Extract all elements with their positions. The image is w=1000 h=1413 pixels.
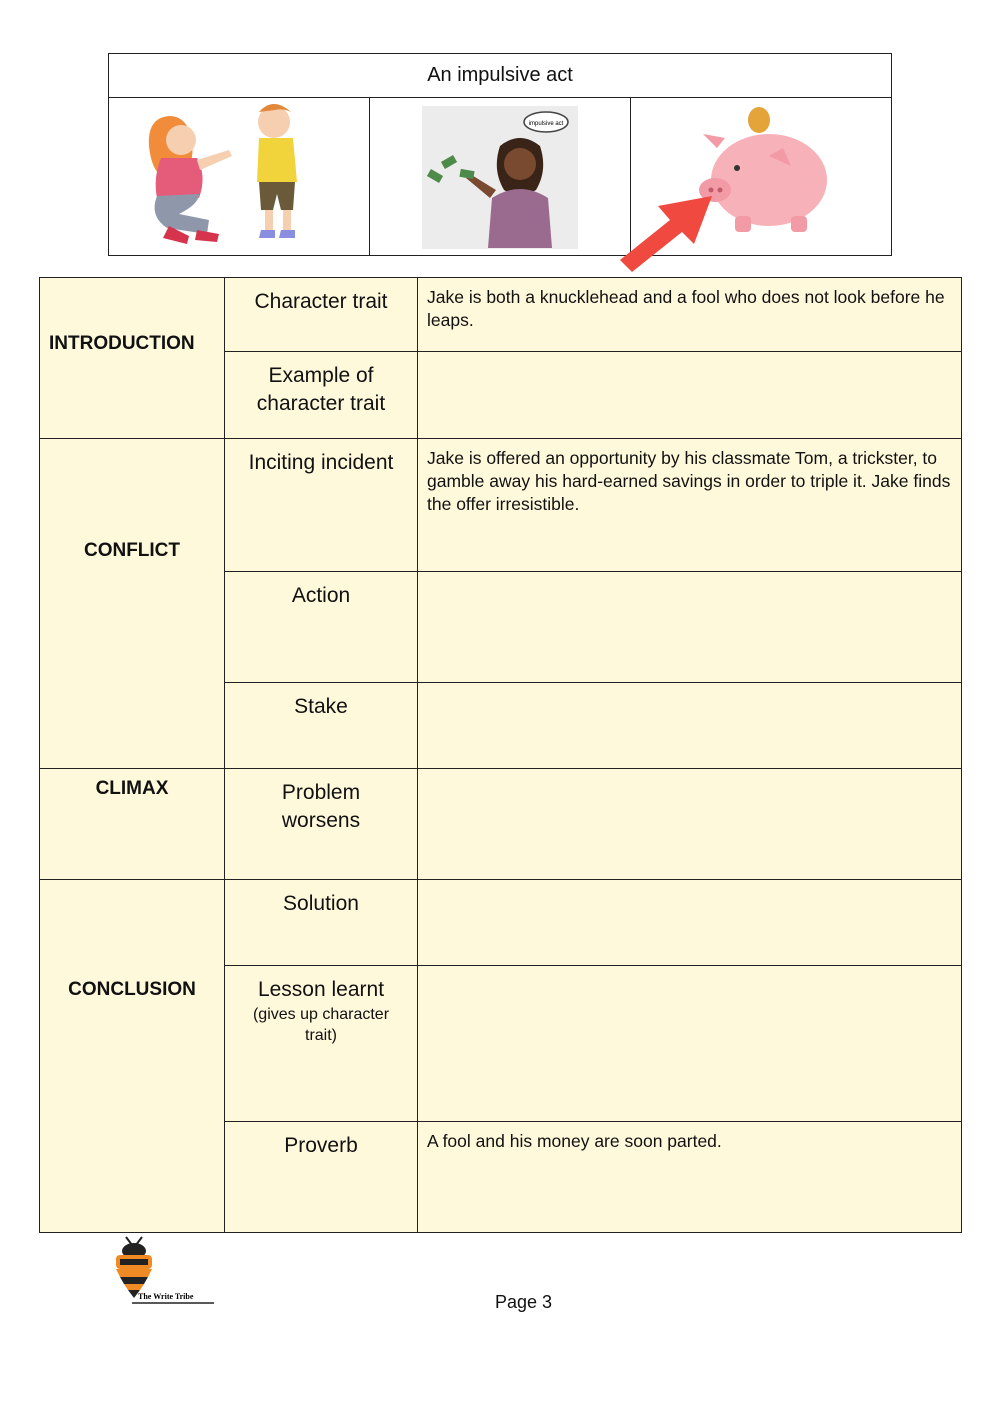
row-label — [225, 966, 418, 1122]
story-organizer-table — [39, 277, 962, 1233]
row-value[interactable] — [418, 683, 962, 769]
section-label: CONFLICT — [83, 540, 181, 561]
table-row — [40, 439, 962, 572]
row-value[interactable] — [418, 352, 962, 439]
bee-logo-icon — [108, 1233, 218, 1309]
section-label: CLIMAX — [95, 778, 169, 799]
table-row — [40, 769, 962, 880]
row-value[interactable] — [418, 966, 962, 1122]
row-label: Example of character trait — [225, 352, 418, 439]
table-row — [40, 880, 962, 966]
row-value[interactable] — [418, 880, 962, 966]
row-label: Problem worsens — [225, 769, 418, 880]
section-conclusion — [40, 880, 225, 1233]
row-label: Action — [225, 572, 418, 683]
section-conflict — [40, 439, 225, 769]
picture-table-title: An impulsive act — [109, 54, 891, 98]
section-introduction — [40, 278, 225, 439]
row-label: Proverb — [225, 1122, 418, 1233]
red-arrow-icon — [612, 190, 722, 280]
row-value[interactable] — [418, 572, 962, 683]
section-climax — [40, 769, 225, 880]
section-label: CONCLUSION — [68, 979, 196, 1000]
row-value[interactable]: Jake is offered an opportunity by his classmate Tom, a trickster, to gamble away his hard-earned savings in order to triple it. Jake finds the offer irresistible. — [418, 439, 962, 572]
row-value[interactable]: A fool and his money are soon parted. — [418, 1122, 962, 1233]
row-label-main: Lesson learnt — [257, 978, 385, 1001]
woman-scolding-boy-icon — [109, 98, 369, 255]
section-label: INTRODUCTION — [49, 333, 195, 354]
row-label: Character trait — [225, 278, 418, 352]
page-number: Page 3 — [495, 1292, 553, 1312]
row-value[interactable] — [418, 769, 962, 880]
speech-bubble-text: impulsive act — [528, 121, 564, 127]
picture-cell-2 — [369, 98, 630, 255]
picture-table — [108, 53, 892, 256]
row-label: Solution — [225, 880, 418, 966]
picture-cell-1 — [109, 98, 369, 255]
row-label: Inciting incident — [225, 439, 418, 572]
row-value[interactable]: Jake is both a knucklehead and a fool who does not look before he leaps. — [418, 278, 962, 352]
woman-throwing-money-icon — [370, 98, 630, 255]
table-row — [40, 278, 962, 352]
row-label: Stake — [225, 683, 418, 769]
row-sublabel: (gives up character trait) — [252, 1006, 390, 1044]
logo-text: The Write Tribe — [138, 1292, 194, 1301]
